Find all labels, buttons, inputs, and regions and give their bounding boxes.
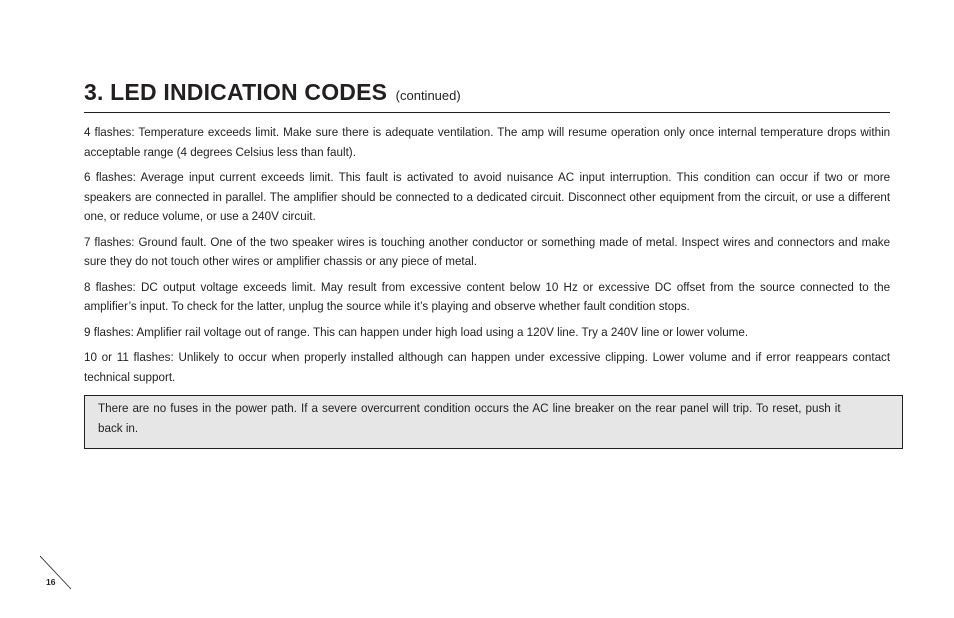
page-corner-line — [40, 556, 72, 590]
entry-label: 4 flashes: — [84, 125, 135, 139]
entry-label: 8 flashes: — [84, 279, 136, 294]
entry-label: 9 flashes: — [84, 324, 134, 339]
entry-text: Amplifier rail voltage out of range. This can happen under high load using a 120V line. Try a 240V line or lower volume. — [136, 324, 749, 339]
entry-6-flashes — [84, 168, 890, 227]
section-heading — [84, 79, 890, 113]
entry-4-flashes — [84, 123, 890, 162]
entry-label: 6 flashes: — [84, 170, 136, 184]
fuse-note-text: There are no fuses in the power path. If a severe overcurrent condition occurs the AC line breaker on the rear panel will trip. To reset, push it back in. — [98, 401, 841, 435]
section-title: 3. LED INDICATION CODES — [84, 79, 388, 105]
entry-10-or-11-flashes — [84, 348, 890, 387]
entry-text: DC output voltage exceeds limit. May result from excessive content below 10 Hz or excessive DC offset from the source connected to the amplifier’s input. To check for the latter, unplug the source while it’s playing and observe whether fault condition stops. — [84, 279, 891, 313]
fuse-note-box — [84, 395, 903, 449]
section-title-continued: (continued) — [395, 88, 461, 103]
page-number: 16 — [46, 577, 56, 587]
entry-label: 7 flashes: — [84, 234, 135, 249]
entry-text: Unlikely to occur when properly installed although can happen under excessive clipping. Lower volume and if error reappears contact technical support. — [84, 350, 891, 384]
entry-7-flashes — [84, 233, 890, 272]
led-codes-list — [84, 123, 890, 393]
entry-text: Average input current exceeds limit. This fault is activated to avoid nuisance AC input interruption. This condition can occur if two or more speakers are connected in parallel. The amplifier should be connected to a dedicated circuit. Disconnect other equipment from the circuit, or use a different one, or reduce volume, or use a 240V circuit. — [84, 170, 891, 223]
entry-text: Temperature exceeds limit. Make sure there is adequate ventilation. The amp will resume operation only once internal temperature drops within acceptable range (4 degrees Celsius less than fault). — [84, 125, 891, 159]
entry-text: Ground fault. One of the two speaker wires is touching another conductor or something made of metal. Inspect wires and connectors and make sure they do not touch other wires or amplifier chassis or any piece of metal. — [84, 234, 891, 268]
entry-label: 10 or 11 flashes: — [84, 350, 174, 364]
entry-8-flashes — [84, 278, 890, 317]
entry-9-flashes — [84, 323, 890, 343]
